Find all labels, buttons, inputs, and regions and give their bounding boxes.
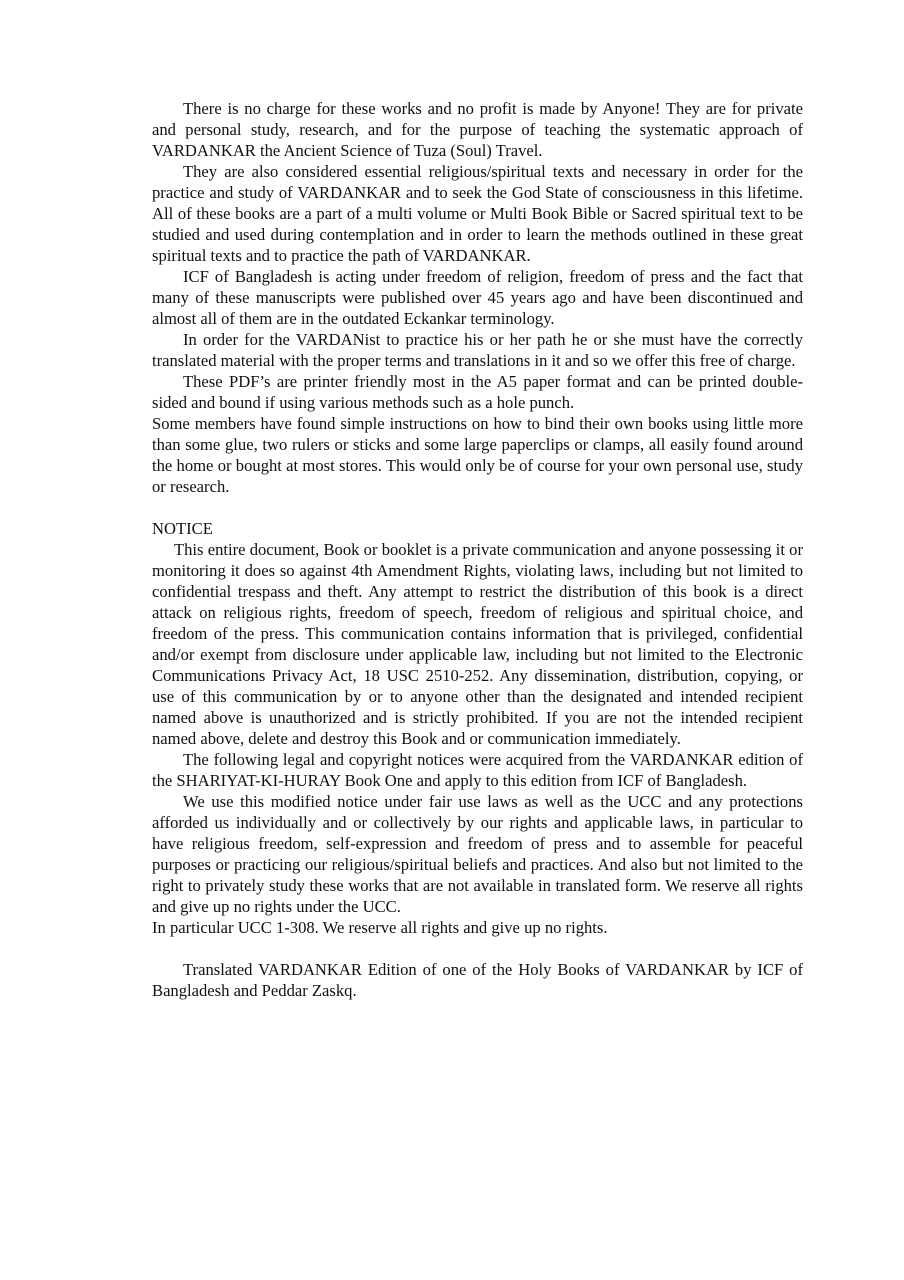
intro-paragraph-3: ICF of Bangladesh is acting under freedom of religion, freedom of press and the fact that many of these manuscripts were published over 45 years ago and have been discontinued and almost all of them are in the outdated Eckankar terminology. [152,267,803,328]
intro-paragraph-4: In order for the VARDANist to practice his or her path he or she must have the correctly translated material with the proper terms and translations in it and so we offer this free of charge. [152,330,803,370]
intro-paragraph-1: There is no charge for these works and no profit is made by Anyone! They are for private and personal study, research, and for the purpose of teaching the systematic approach of VARDANKAR the Ancient Science of Tuza (Soul) Travel. [152,99,803,160]
notice-paragraph-3: We use this modified notice under fair use laws as well as the UCC and any protections afforded us individually and or collectively by our rights and applicable laws, in particular to have religious freedom, self-expression and freedom of press and to assemble for peaceful purposes or practicing our religious/spiritual beliefs and practices. And also but not limited to the right to privately study these works that are not available in translated form. We reserve all rights and give up no rights under the UCC. [152,792,803,916]
notice-paragraph-4: In particular UCC 1-308. We reserve all rights and give up no rights. [152,918,608,937]
section-spacer [152,938,803,959]
notice-paragraph-1: This entire document, Book or booklet is a private communication and anyone possessing it or monitoring it does so against 4th Amendment Rights, violating laws, including but not limited to confidential trespass and theft. Any attempt to restrict the distribution of this book is a direct attack on religious rights, freedom of speech, freedom of religious and spiritual choice, and freedom of the press. This communication contains information that is privileged, confidential and/or exempt from disclosure under applicable law, including but not limited to the Electronic Communications Privacy Act, 18 USC 2510-252. Any dissemination, distribution, copying, or use of this communication by or to anyone other than the designated and intended recipient named above is unauthorized and is strictly prohibited. If you are not the intended recipient named above, delete and destroy this Book and or communication immediately. [152,540,803,748]
notice-paragraph-2: The following legal and copyright notices were acquired from the VARDANKAR edition of the SHARIYAT-KI-HURAY Book One and apply to this edition from ICF of Bangladesh. [152,750,803,790]
notice-heading: NOTICE [152,519,213,538]
translation-credit: Translated VARDANKAR Edition of one of the Holy Books of VARDANKAR by ICF of Bangladesh and Peddar Zaskq. [152,960,803,1000]
section-spacer [152,497,803,518]
intro-paragraph-2: They are also considered essential religious/spiritual texts and necessary in order for the practice and study of VARDANKAR and to seek the God State of consciousness in this lifetime. All of these books are a part of a multi volume or Multi Book Bible or Sacred spiritual text to be studied and used during contemplation and in order to learn the methods outlined in these great spiritual texts and to practice the path of VARDANKAR. [152,162,803,265]
intro-paragraph-6: Some members have found simple instructions on how to bind their own books using little more than some glue, two rulers or sticks and some large paperclips or clamps, all easily found around the home or bought at most stores. This would only be of course for your own personal use, study or research. [152,414,803,496]
document-page [152,98,803,1001]
intro-paragraph-5: These PDF’s are printer friendly most in the A5 paper format and can be printed double-sided and bound if using various methods such as a hole punch. [152,372,803,412]
